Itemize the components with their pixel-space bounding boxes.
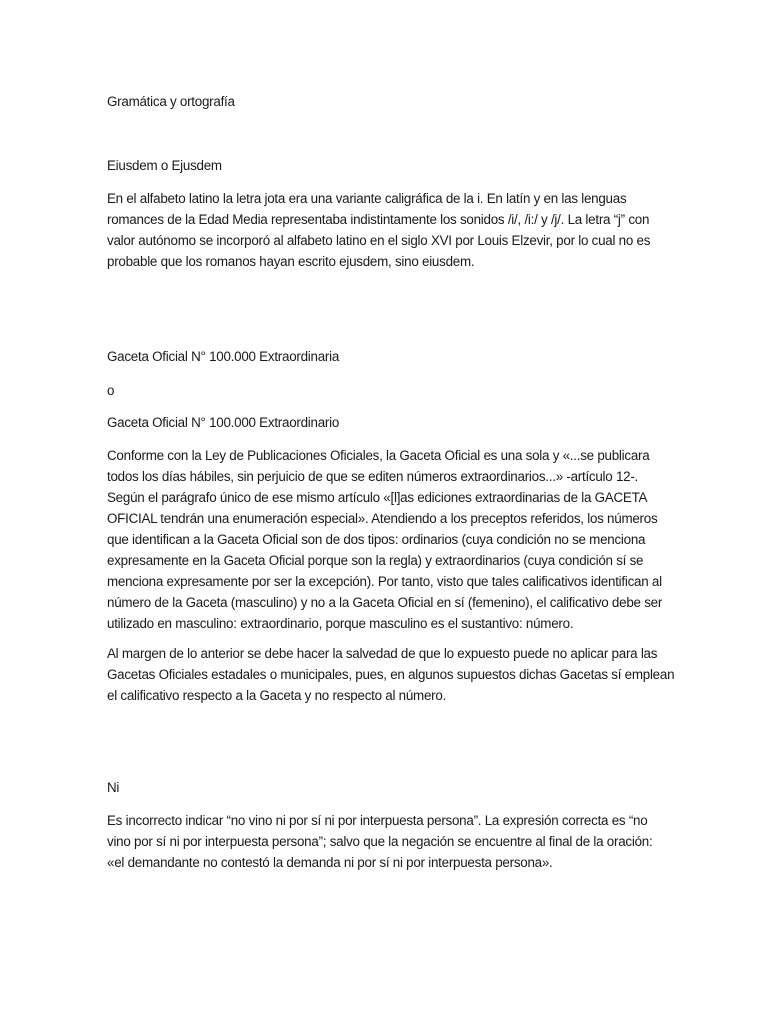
paragraph-line: expresamente en la Gaceta Oficial porque son la regla) y extraordinarios (cuya condición sí se bbox=[107, 553, 644, 568]
paragraph-line: Según el parágrafo único de ese mismo artículo «[l]as ediciones extraordinarias de la GACETA bbox=[107, 490, 648, 505]
paragraph-line: En el alfabeto latino la letra jota era una variante caligráfica de la i. En latín y en las lenguas bbox=[107, 191, 627, 206]
paragraph-line: que identifican a la Gaceta Oficial son de dos tipos: ordinarios (cuya condición no se menciona bbox=[107, 532, 646, 547]
document-title: Gramática y ortografía bbox=[107, 94, 235, 109]
paragraph-line: probable que los romanos hayan escrito ejusdem, sino eiusdem. bbox=[107, 254, 475, 269]
paragraph-line: romances de la Edad Media representaba indistintamente los sonidos /i/, /i:/ y /j/. La letra “j” con bbox=[107, 212, 650, 227]
paragraph-line: Al margen de lo anterior se debe hacer la salvedad de que lo expuesto puede no aplicar para las bbox=[107, 646, 658, 661]
section-heading-eiusdem: Eiusdem o Ejusdem bbox=[107, 158, 222, 173]
paragraph-line: Es incorrecto indicar “no vino ni por sí ni por interpuesta persona”. La expresión correcta es “no bbox=[107, 813, 648, 828]
paragraph-line: todos los días hábiles, sin perjuicio de que se editen números extraordinarios...» -artículo 12-. bbox=[107, 469, 639, 484]
section-heading-ni: Ni bbox=[107, 780, 120, 795]
section-heading-gaceta-b: Gaceta Oficial N° 100.000 Extraordinario bbox=[107, 415, 340, 430]
paragraph-line: OFICIAL tendrán una enumeración especial». Atendiendo a los preceptos referidos, los números bbox=[107, 511, 658, 526]
paragraph-line: vino por sí ni por interpuesta persona”; salvo que la negación se encuentre al final de la oración: bbox=[107, 834, 653, 849]
section-connector: o bbox=[107, 383, 115, 398]
paragraph-line: el calificativo respecto a la Gaceta y no respecto al número. bbox=[107, 688, 447, 703]
paragraph-line: utilizado en masculino: extraordinario, porque masculino es el sustantivo: número. bbox=[107, 616, 574, 631]
paragraph-line: Conforme con la Ley de Publicaciones Oficiales, la Gaceta Oficial es una sola y «...se publicara bbox=[107, 448, 650, 463]
paragraph-line: valor autónomo se incorporó al alfabeto latino en el siglo XVI por Louis Elzevir, por lo cual no es bbox=[107, 233, 651, 248]
section-heading-gaceta-a: Gaceta Oficial N° 100.000 Extraordinaria bbox=[107, 349, 340, 364]
paragraph-line: «el demandante no contestó la demanda ni por sí ni por interpuesta persona». bbox=[107, 855, 553, 870]
paragraph-line: número de la Gaceta (masculino) y no a la Gaceta Oficial en sí (femenino), el calificativo debe ser bbox=[107, 595, 663, 610]
paragraph-line: menciona expresamente por ser la excepción). Por tanto, visto que tales calificativos identifican al bbox=[107, 574, 662, 589]
paragraph-line: Gacetas Oficiales estadales o municipales, pues, en algunos supuestos dichas Gacetas sí emplean bbox=[107, 667, 675, 682]
